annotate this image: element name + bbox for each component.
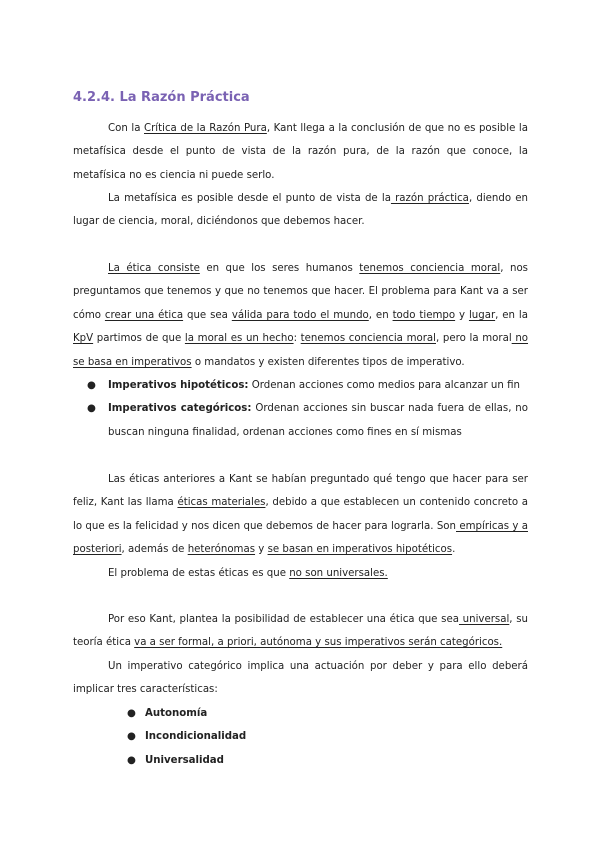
text: , en la xyxy=(495,309,528,321)
underlined-text: va a ser formal, a priori, autónoma y sus imperativos serán categóricos. xyxy=(134,637,503,649)
text: Ordenan acciones sin buscar nada fuera de ellas, no buscan ninguna finalidad, ordenan acciones como fines en sí mismas xyxy=(108,403,529,438)
paragraph-metafisica xyxy=(73,187,528,234)
text: , diendo en lugar de ciencia, moral, diciéndonos que debemos hacer. xyxy=(73,193,528,228)
text: Con la xyxy=(108,123,144,134)
underlined-text: válida para todo el mundo xyxy=(231,309,369,321)
caracteristicas-list xyxy=(127,702,445,772)
text: Las éticas anteriores a Kant se habían preguntado qué tengo que hacer para ser feliz, Kant las llama xyxy=(73,474,528,509)
underlined-text: La ética consiste xyxy=(108,263,200,274)
paragraph-problema xyxy=(73,562,528,585)
text: o mandatos y existen diferentes tipos de imperativo. xyxy=(191,356,465,368)
paragraph-eticas-anteriores xyxy=(73,468,528,562)
underlined-text: KpV xyxy=(73,333,94,345)
bullet-icon: ● xyxy=(127,731,136,743)
underlined-text: no son universales. xyxy=(289,568,388,579)
bold-term: Autonomía xyxy=(145,708,208,719)
bullet-icon: ● xyxy=(127,708,136,719)
text: , en xyxy=(368,309,393,321)
bullet-icon: ● xyxy=(127,754,136,766)
text: , su teoría ética xyxy=(73,614,528,649)
text: en que los seres humanos xyxy=(199,263,360,274)
text: partimos de que xyxy=(93,333,185,345)
underlined-text: la moral es un hecho xyxy=(184,333,294,345)
bullet-icon: ● xyxy=(87,380,96,391)
underlined-text: tenemos conciencia moral xyxy=(300,333,436,345)
list-item xyxy=(127,702,445,725)
text: , nos preguntamos que tenemos y que no tenemos que hacer. El problema para Kant va a ser cómo xyxy=(73,263,528,321)
bold-term: Imperativos hipotéticos: xyxy=(108,380,249,391)
underlined-text: universal xyxy=(458,614,510,625)
bullet-icon: ● xyxy=(87,403,96,415)
text: , pero la moral xyxy=(436,333,512,345)
text: , además de xyxy=(121,544,188,556)
underlined-text: todo tiempo xyxy=(392,309,456,321)
list-item xyxy=(127,749,445,772)
list-item xyxy=(127,725,445,748)
underlined-text: lugar xyxy=(468,309,496,321)
text: El problema de estas éticas es que xyxy=(108,568,290,579)
underlined-text: empíricas y a posteriori xyxy=(73,520,528,556)
underlined-text: no se basa en imperativos xyxy=(73,333,529,368)
text: . xyxy=(452,544,456,556)
underlined-text: se basan en imperativos hipotéticos xyxy=(267,544,453,556)
text: Un imperativo categórico implica una actuación por deber y para ello deberá implicar tres características: xyxy=(73,661,528,696)
text: y xyxy=(455,309,469,321)
bold-term: Imperativos categóricos: xyxy=(108,403,252,415)
text: Por eso Kant, plantea la posibilidad de establecer una ética que sea xyxy=(108,614,459,625)
text: y xyxy=(255,544,268,556)
text: : xyxy=(293,333,301,345)
list-item xyxy=(87,397,529,444)
paragraph-etica xyxy=(73,257,528,374)
underlined-text: heterónomas xyxy=(187,544,256,556)
text: La metafísica es posible desde el punto de vista de la xyxy=(108,193,391,204)
list-item xyxy=(87,374,528,397)
underlined-text: Crítica de la Razón Pura xyxy=(144,123,267,134)
paragraph-critica xyxy=(73,117,528,187)
text: que sea xyxy=(183,309,232,321)
paragraph-imperativo-categorico xyxy=(73,655,528,702)
bold-term: Universalidad xyxy=(145,754,224,766)
underlined-text: crear una ética xyxy=(104,309,184,321)
paragraph-por-eso-kant xyxy=(73,608,528,655)
text: , Kant llega a la conclusión de que no es posible la metafísica desde el punto de vista de la razón pura, de la razón que conoce, la metafísica no es ciencia ni puede serlo. xyxy=(73,123,528,181)
imperativos-list xyxy=(87,374,529,444)
bold-term: Incondicionalidad xyxy=(145,731,247,743)
section-heading: 4.2.4. La Razón Práctica xyxy=(73,90,250,105)
underlined-text: tenemos conciencia moral xyxy=(359,263,501,274)
underlined-text: éticas materiales xyxy=(177,497,266,509)
text: Ordenan acciones como medios para alcanzar un fin xyxy=(248,380,520,391)
underlined-text: razón práctica xyxy=(390,193,469,204)
text: , debido a que establecen un contenido concreto a lo que es la felicidad y nos dicen que debemos de hacer para lograrla. Son xyxy=(73,497,528,532)
